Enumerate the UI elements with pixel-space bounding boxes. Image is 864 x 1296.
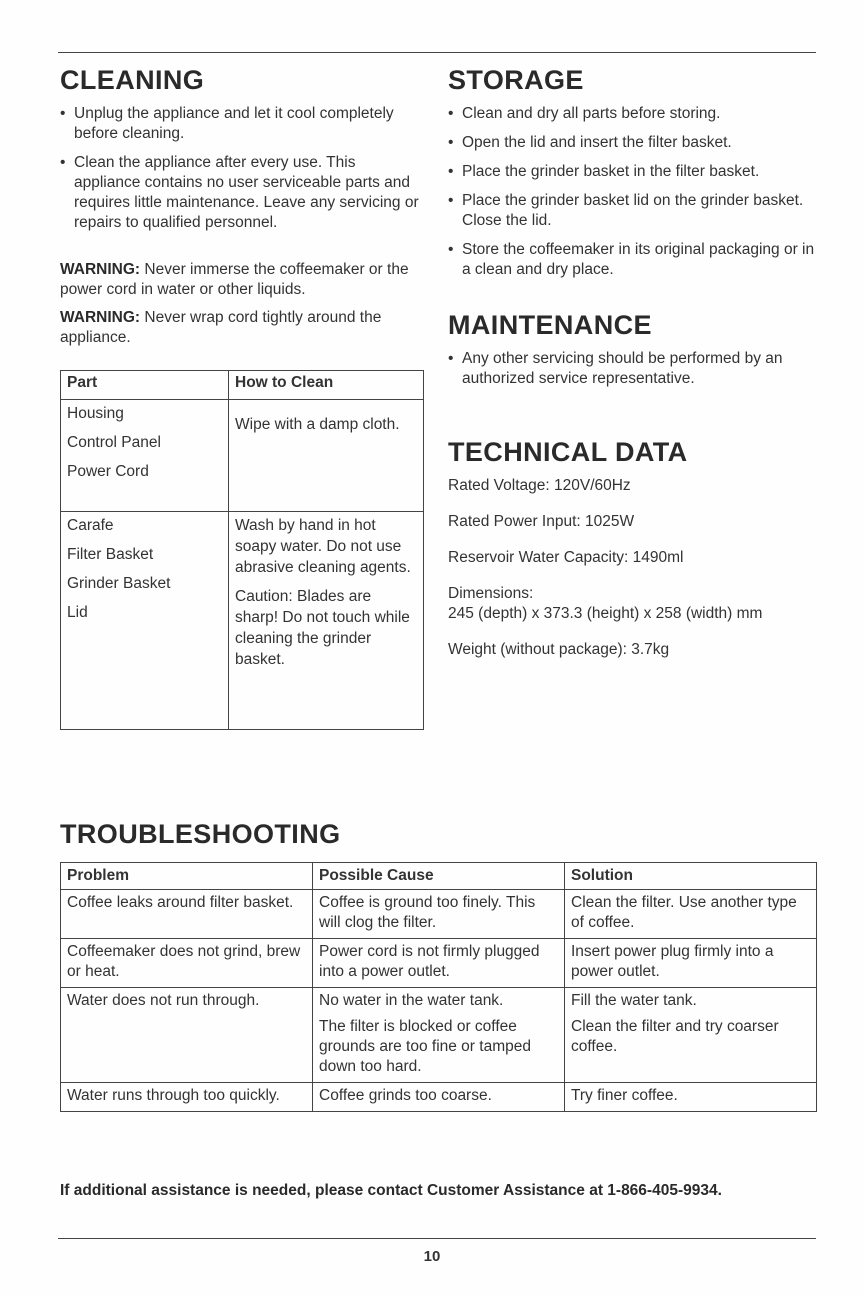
solution-text: Fill the water tank. bbox=[571, 992, 697, 1009]
how-cell bbox=[229, 512, 424, 730]
warning-text: Never immerse the coffeemaker or the power cord in water or other liquids. bbox=[60, 261, 409, 298]
part-item: Lid bbox=[67, 604, 88, 621]
solution-cell bbox=[565, 988, 817, 1083]
problem-cell: Coffee leaks around filter basket. bbox=[61, 890, 313, 939]
parts-cell bbox=[61, 400, 229, 512]
cleaning-bullet: • Unplug the appliance and let it cool completely before cleaning. bbox=[60, 104, 422, 144]
cause-text: Coffee grinds too coarse. bbox=[319, 1087, 492, 1104]
warning-label: WARNING: bbox=[60, 261, 141, 278]
storage-bullet: • Place the grinder basket lid on the grinder basket. Close the lid. bbox=[448, 191, 820, 231]
warning-cord bbox=[60, 308, 422, 348]
troubleshooting-table bbox=[60, 862, 817, 1112]
table-row bbox=[61, 988, 817, 1083]
page-number: 10 bbox=[423, 1248, 441, 1265]
left-column bbox=[60, 64, 422, 730]
cause-text: Coffee is ground too finely. This will clog the filter. bbox=[319, 894, 536, 931]
storage-bullet: • Open the lid and insert the filter basket. bbox=[448, 133, 820, 153]
header-cause: Possible Cause bbox=[313, 863, 565, 890]
how-cell bbox=[229, 400, 424, 512]
cause-cell bbox=[313, 988, 565, 1083]
table-row bbox=[61, 939, 817, 988]
problem-cell: Water does not run through. bbox=[61, 988, 313, 1083]
tech-capacity: Reservoir Water Capacity: 1490ml bbox=[448, 549, 684, 566]
tech-weight: Weight (without package): 3.7kg bbox=[448, 641, 670, 658]
storage-bullet: • Clean and dry all parts before storing. bbox=[448, 104, 820, 124]
storage-title: STORAGE bbox=[448, 65, 584, 95]
solution-cell bbox=[565, 890, 817, 939]
part-item: Housing bbox=[67, 405, 124, 422]
part-item: Filter Basket bbox=[67, 546, 154, 563]
customer-assistance-note: If additional assistance is needed, please contact Customer Assistance at 1-866-405-9934. bbox=[60, 1182, 722, 1199]
maintenance-title: MAINTENANCE bbox=[448, 310, 652, 340]
tech-power: Rated Power Input: 1025W bbox=[448, 513, 635, 530]
technical-data bbox=[448, 476, 820, 660]
cause-cell bbox=[313, 1083, 565, 1112]
solution-text: Clean the filter. Use another type of coffee. bbox=[571, 894, 797, 931]
solution-text: Clean the filter and try coarser coffee. bbox=[571, 1018, 779, 1055]
maintenance-bullets bbox=[448, 349, 820, 389]
bottom-rule bbox=[58, 1238, 816, 1239]
warning-text: Never wrap cord tightly around the appliance. bbox=[60, 309, 382, 346]
cause-cell bbox=[313, 890, 565, 939]
storage-bullet: • Store the coffeemaker in its original packaging or in a clean and dry place. bbox=[448, 240, 820, 280]
header-solution: Solution bbox=[565, 863, 817, 890]
cause-cell bbox=[313, 939, 565, 988]
cleaning-title: CLEANING bbox=[60, 65, 205, 95]
maintenance-bullet: • Any other servicing should be performed by an authorized service representative. bbox=[448, 349, 820, 389]
table-row bbox=[61, 1083, 817, 1112]
header-problem: Problem bbox=[61, 863, 313, 890]
how-text: Wash by hand in hot soapy water. Do not use abrasive cleaning agents. bbox=[235, 517, 411, 576]
tech-dimensions-label: Dimensions: bbox=[448, 585, 534, 602]
warning-label: WARNING: bbox=[60, 309, 141, 326]
table-row bbox=[61, 400, 424, 512]
warning-immerse bbox=[60, 260, 422, 300]
solution-cell bbox=[565, 939, 817, 988]
table-header-part: Part bbox=[61, 371, 229, 400]
solution-text: Insert power plug firmly into a power outlet. bbox=[571, 943, 774, 980]
problem-cell: Water runs through too quickly. bbox=[61, 1083, 313, 1112]
storage-bullet: • Place the grinder basket in the filter basket. bbox=[448, 162, 820, 182]
cleaning-bullets bbox=[60, 104, 422, 233]
table-header-how: How to Clean bbox=[229, 371, 424, 400]
cause-text: The filter is blocked or coffee grounds are too fine or tamped down too hard. bbox=[319, 1018, 531, 1075]
solution-cell bbox=[565, 1083, 817, 1112]
tech-dimensions: 245 (depth) x 373.3 (height) x 258 (width) mm bbox=[448, 605, 763, 622]
part-item: Carafe bbox=[67, 517, 114, 534]
part-item: Control Panel bbox=[67, 434, 161, 451]
cleaning-bullet: • Clean the appliance after every use. This appliance contains no user serviceable parts and requires little maintenance. Leave any servicing or repairs to qualified personnel. bbox=[60, 153, 422, 233]
cause-text: Power cord is not firmly plugged into a power outlet. bbox=[319, 943, 540, 980]
how-caution: Caution: Blades are sharp! Do not touch while cleaning the grinder basket. bbox=[235, 588, 410, 668]
storage-bullets bbox=[448, 104, 820, 280]
table-header-row bbox=[61, 863, 817, 890]
top-rule bbox=[58, 52, 816, 53]
parts-cell bbox=[61, 512, 229, 730]
cleaning-table bbox=[60, 370, 424, 730]
cause-text: No water in the water tank. bbox=[319, 992, 504, 1009]
table-row bbox=[61, 512, 424, 730]
solution-text: Try finer coffee. bbox=[571, 1087, 678, 1104]
right-column bbox=[448, 64, 820, 676]
part-item: Grinder Basket bbox=[67, 575, 171, 592]
tech-voltage: Rated Voltage: 120V/60Hz bbox=[448, 477, 631, 494]
troubleshooting-title: TROUBLESHOOTING bbox=[60, 819, 341, 849]
how-text: Wipe with a damp cloth. bbox=[235, 416, 400, 433]
problem-cell: Coffeemaker does not grind, brew or heat. bbox=[61, 939, 313, 988]
table-row bbox=[61, 890, 817, 939]
technical-title: TECHNICAL DATA bbox=[448, 437, 688, 467]
part-item: Power Cord bbox=[67, 463, 149, 480]
